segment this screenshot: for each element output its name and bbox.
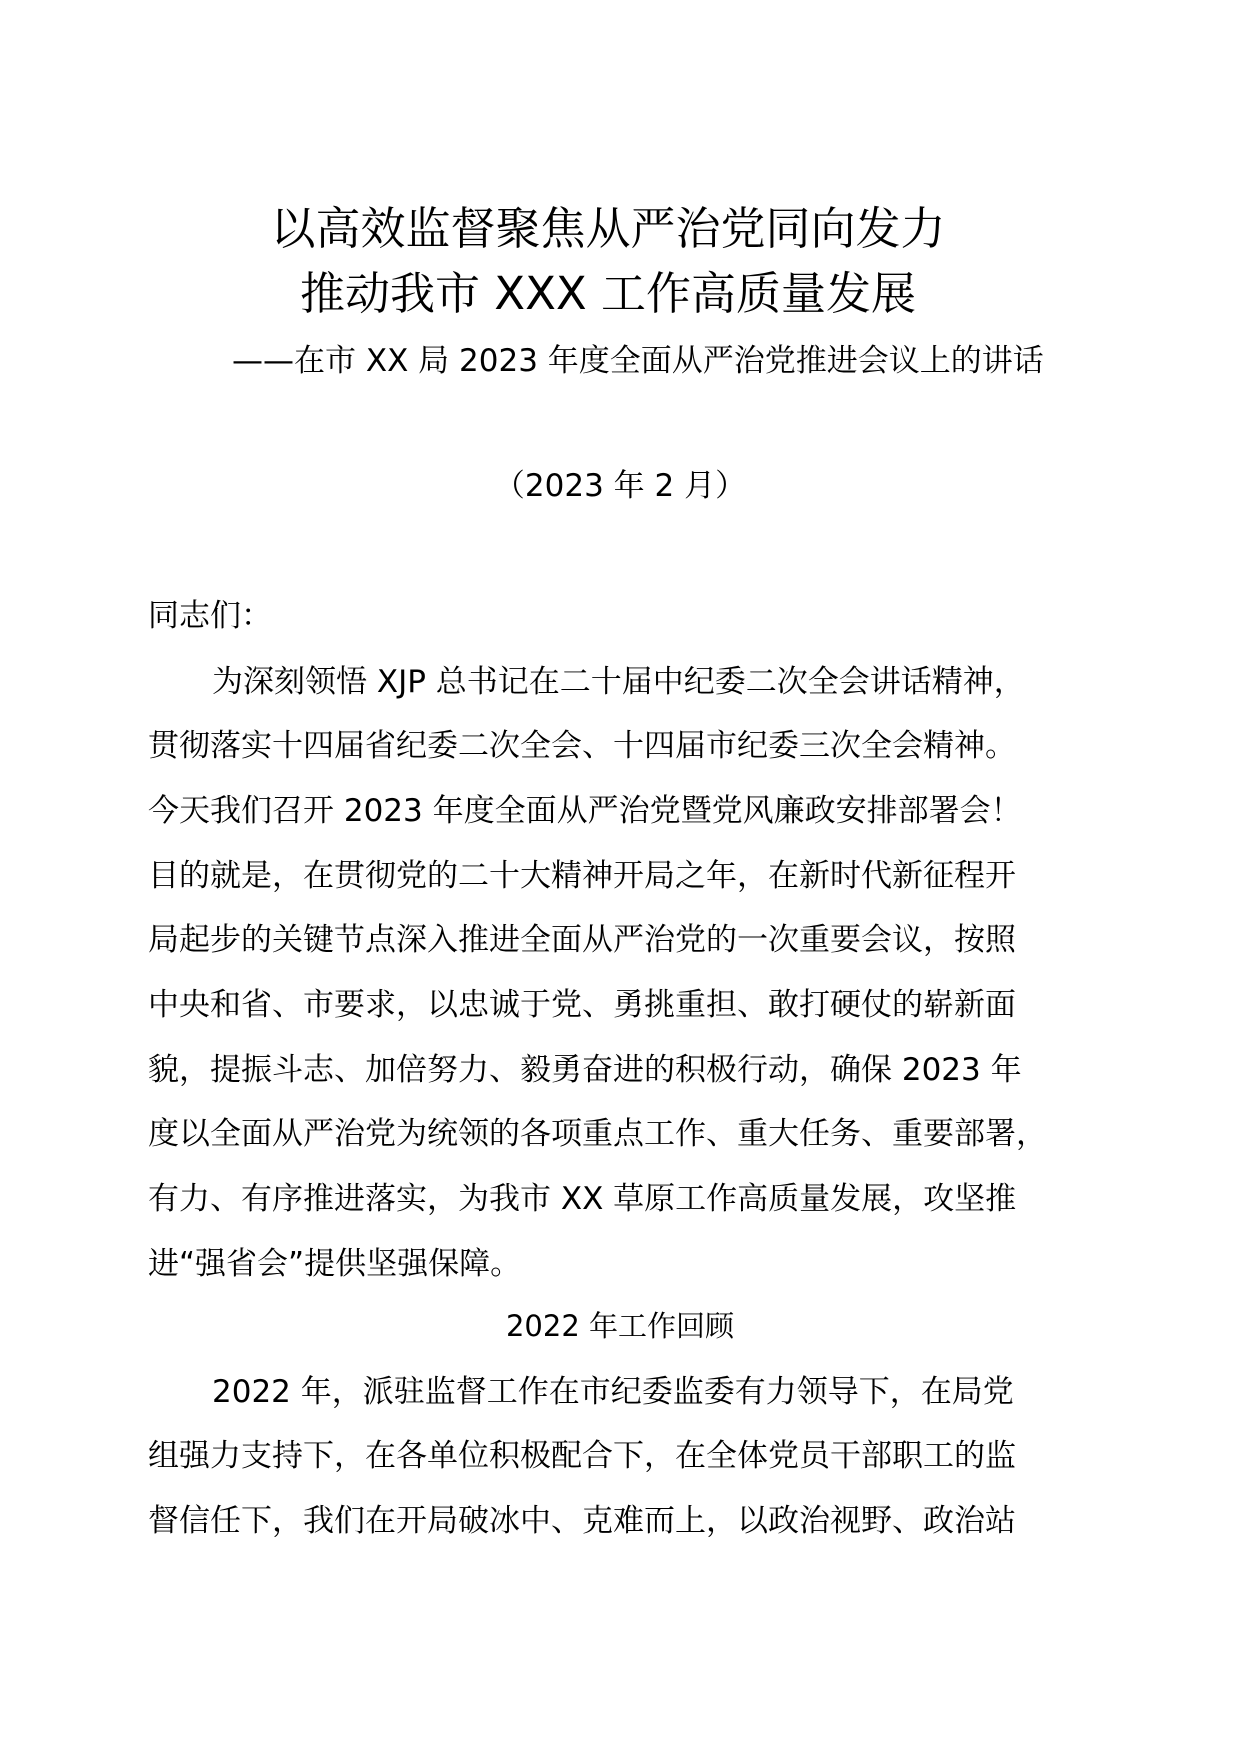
paragraph-1-line: 有力、有序推进落实，为我市 XX 草原工作高质量发展，攻坚推	[148, 1181, 1017, 1217]
paragraph-1-line: 局起步的关键节点深入推进全面从严治党的一次重要会议，按照	[148, 922, 1016, 958]
paragraph-2-line: 组强力支持下，在各单位积极配合下，在全体党员干部职工的监	[148, 1438, 1016, 1474]
paragraph-1-line: 为深刻领悟 XJP 总书记在二十届中纪委二次全会讲话精神，	[212, 664, 1025, 700]
paragraph-1-line: 中央和省、市要求，以忠诚于党、勇挑重担、敢打硬仗的崭新面	[148, 987, 1016, 1023]
paragraph-1-line: 貌，提振斗志、加倍努力、毅勇奋进的积极行动，确保 2023 年	[148, 1052, 1022, 1088]
title-line-1: 以高效监督聚焦从严治党同向发力	[270, 202, 946, 255]
paragraph-1-line: 进“强省会”提供坚强保障。	[148, 1246, 522, 1282]
paragraph-1-line: 贯彻落实十四届省纪委二次全会、十四届市纪委三次全会精神。	[148, 728, 1016, 764]
title-line-2: 推动我市 XXX 工作高质量发展	[299, 267, 917, 320]
paragraph-2-line: 2022 年，派驻监督工作在市纪委监委有力领导下，在局党	[212, 1374, 1014, 1410]
subtitle: ——在市 XX 局 2023 年度全面从严治党推进会议上的讲话	[232, 343, 1044, 379]
paragraph-1-line: 今天我们召开 2023 年度全面从严治党暨党风廉政安排部署会！	[148, 793, 1022, 829]
paragraph-2-line: 督信任下，我们在开局破冰中、克难而上，以政治视野、政治站	[148, 1503, 1016, 1539]
paragraph-1-line: 度以全面从严治党为统领的各项重点工作、重大任务、重要部署，	[148, 1116, 1047, 1152]
speech-date: （2023 年 2 月）	[493, 468, 747, 504]
salutation: 同志们：	[148, 598, 272, 634]
paragraph-1-line: 目的就是，在贯彻党的二十大精神开局之年，在新时代新征程开	[148, 858, 1016, 894]
section-heading: 2022 年工作回顾	[505, 1309, 735, 1343]
